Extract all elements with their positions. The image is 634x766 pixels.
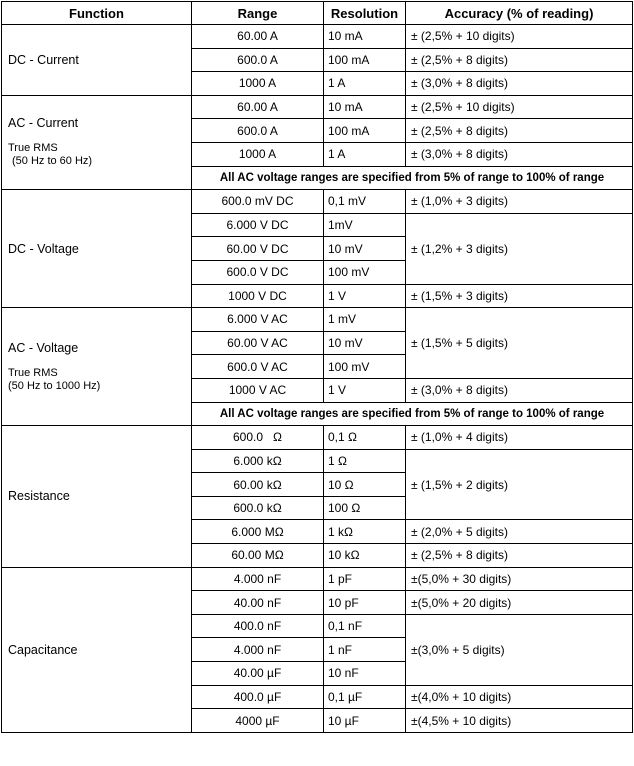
resolution-cell: 100 Ω	[324, 496, 406, 520]
range-cell: 600.0 A	[192, 119, 324, 143]
range-cell: 400.0 µF	[192, 685, 324, 709]
resolution-cell: 100 mA	[324, 48, 406, 72]
resolution-cell: 10 mV	[324, 331, 406, 355]
range-cell: 6.000 kΩ	[192, 449, 324, 473]
accuracy-cell: ± (1,5% + 3 digits)	[406, 284, 633, 308]
resolution-cell: 1 V	[324, 284, 406, 308]
resolution-cell: 0,1 Ω	[324, 426, 406, 450]
range-cell: 60.00 A	[192, 95, 324, 119]
resolution-cell: 10 pF	[324, 591, 406, 615]
range-footnote: All AC voltage ranges are specified from 5% of range to 100% of range	[192, 402, 633, 426]
function-resistance	[2, 426, 192, 568]
header-function: Function	[2, 2, 192, 25]
table-row	[2, 426, 633, 450]
range-cell: 1000 V DC	[192, 284, 324, 308]
range-cell: 4.000 nF	[192, 567, 324, 591]
header-row	[2, 2, 633, 25]
range-cell: 40.00 µF	[192, 662, 324, 686]
range-cell: 4000 µF	[192, 709, 324, 733]
table-row	[2, 567, 633, 591]
resolution-cell: 1 kΩ	[324, 520, 406, 544]
accuracy-cell: ±(3,0% + 5 digits)	[406, 614, 633, 685]
resolution-cell: 1 A	[324, 72, 406, 96]
function-name: DC - Voltage	[8, 241, 79, 256]
resolution-cell: 100 mV	[324, 355, 406, 379]
resolution-cell: 10 Ω	[324, 473, 406, 497]
function-name: DC - Current	[8, 52, 79, 67]
accuracy-cell: ± (2,5% + 8 digits)	[406, 48, 633, 72]
range-cell: 60.00 A	[192, 25, 324, 49]
resolution-cell: 0,1 nF	[324, 614, 406, 638]
resolution-cell: 10 mA	[324, 25, 406, 49]
range-cell: 600.0 kΩ	[192, 496, 324, 520]
function-name: Capacitance	[8, 642, 78, 657]
function-name: Resistance	[8, 489, 70, 504]
accuracy-cell: ±(5,0% + 30 digits)	[406, 567, 633, 591]
note-line: True RMS	[8, 366, 58, 379]
resolution-cell: 10 mV	[324, 237, 406, 261]
resolution-cell: 100 mA	[324, 119, 406, 143]
accuracy-cell: ± (1,2% + 3 digits)	[406, 213, 633, 284]
range-cell: 40.00 nF	[192, 591, 324, 615]
resolution-cell: 1mV	[324, 213, 406, 237]
resolution-cell: 100 mV	[324, 260, 406, 284]
accuracy-cell: ±(5,0% + 20 digits)	[406, 591, 633, 615]
resolution-cell: 1 nF	[324, 638, 406, 662]
function-note	[8, 367, 187, 393]
range-cell: 60.00 V AC	[192, 331, 324, 355]
note-line: (50 Hz to 60 Hz)	[12, 155, 93, 168]
resolution-cell: 1 Ω	[324, 449, 406, 473]
range-cell: 1000 A	[192, 142, 324, 166]
resolution-cell: 0,1 µF	[324, 685, 406, 709]
table-row	[2, 308, 633, 332]
accuracy-cell: ± (3,0% + 8 digits)	[406, 378, 633, 402]
accuracy-cell: ± (2,5% + 8 digits)	[406, 119, 633, 143]
header-resolution: Resolution	[324, 2, 406, 25]
range-cell: 600.0 V DC	[192, 260, 324, 284]
function-ac-voltage	[2, 308, 192, 426]
range-cell: 1000 A	[192, 72, 324, 96]
function-note	[8, 142, 187, 168]
resolution-cell: 10 µF	[324, 709, 406, 733]
function-ac-current	[2, 95, 192, 189]
range-cell: 6.000 MΩ	[192, 520, 324, 544]
table-row	[2, 190, 633, 214]
accuracy-cell: ± (2,5% + 10 digits)	[406, 25, 633, 49]
range-cell: 6.000 V DC	[192, 213, 324, 237]
resolution-cell: 0,1 mV	[324, 190, 406, 214]
range-cell: 60.00 kΩ	[192, 473, 324, 497]
resolution-cell: 10 nF	[324, 662, 406, 686]
accuracy-cell: ±(4,0% + 10 digits)	[406, 685, 633, 709]
accuracy-cell: ± (1,0% + 4 digits)	[406, 426, 633, 450]
resolution-cell: 10 mA	[324, 95, 406, 119]
function-name: AC - Voltage	[8, 340, 79, 355]
function-dc-current	[2, 25, 192, 96]
range-cell: 600.0 mV DC	[192, 190, 324, 214]
accuracy-cell: ± (2,0% + 5 digits)	[406, 520, 633, 544]
range-cell: 60.00 V DC	[192, 237, 324, 261]
range-cell: 6.000 V AC	[192, 308, 324, 332]
accuracy-cell: ± (2,5% + 8 digits)	[406, 544, 633, 568]
range-cell: 600.0 V AC	[192, 355, 324, 379]
range-footnote: All AC voltage ranges are specified from 5% of range to 100% of range	[192, 166, 633, 190]
accuracy-cell: ± (1,5% + 5 digits)	[406, 308, 633, 379]
function-capacitance	[2, 567, 192, 732]
resolution-cell: 1 A	[324, 142, 406, 166]
resolution-cell: 10 kΩ	[324, 544, 406, 568]
accuracy-cell: ± (1,5% + 2 digits)	[406, 449, 633, 520]
resolution-cell: 1 pF	[324, 567, 406, 591]
accuracy-cell: ± (1,0% + 3 digits)	[406, 190, 633, 214]
function-name: AC - Current	[8, 116, 79, 131]
function-dc-voltage	[2, 190, 192, 308]
range-cell: 1000 V AC	[192, 378, 324, 402]
resolution-cell: 1 mV	[324, 308, 406, 332]
accuracy-cell: ± (3,0% + 8 digits)	[406, 72, 633, 96]
range-cell: 600.0 Ω	[192, 426, 324, 450]
header-range: Range	[192, 2, 324, 25]
range-cell: 60.00 MΩ	[192, 544, 324, 568]
specifications-table	[1, 1, 633, 733]
accuracy-cell: ± (2,5% + 10 digits)	[406, 95, 633, 119]
accuracy-cell: ±(4,5% + 10 digits)	[406, 709, 633, 733]
note-line: True RMS	[8, 142, 58, 155]
table-row	[2, 95, 633, 119]
range-cell: 600.0 A	[192, 48, 324, 72]
accuracy-cell: ± (3,0% + 8 digits)	[406, 142, 633, 166]
table-row	[2, 25, 633, 49]
note-line: (50 Hz to 1000 Hz)	[8, 379, 101, 392]
range-cell: 4.000 nF	[192, 638, 324, 662]
header-accuracy: Accuracy (% of reading)	[406, 2, 633, 25]
resolution-cell: 1 V	[324, 378, 406, 402]
range-cell: 400.0 nF	[192, 614, 324, 638]
